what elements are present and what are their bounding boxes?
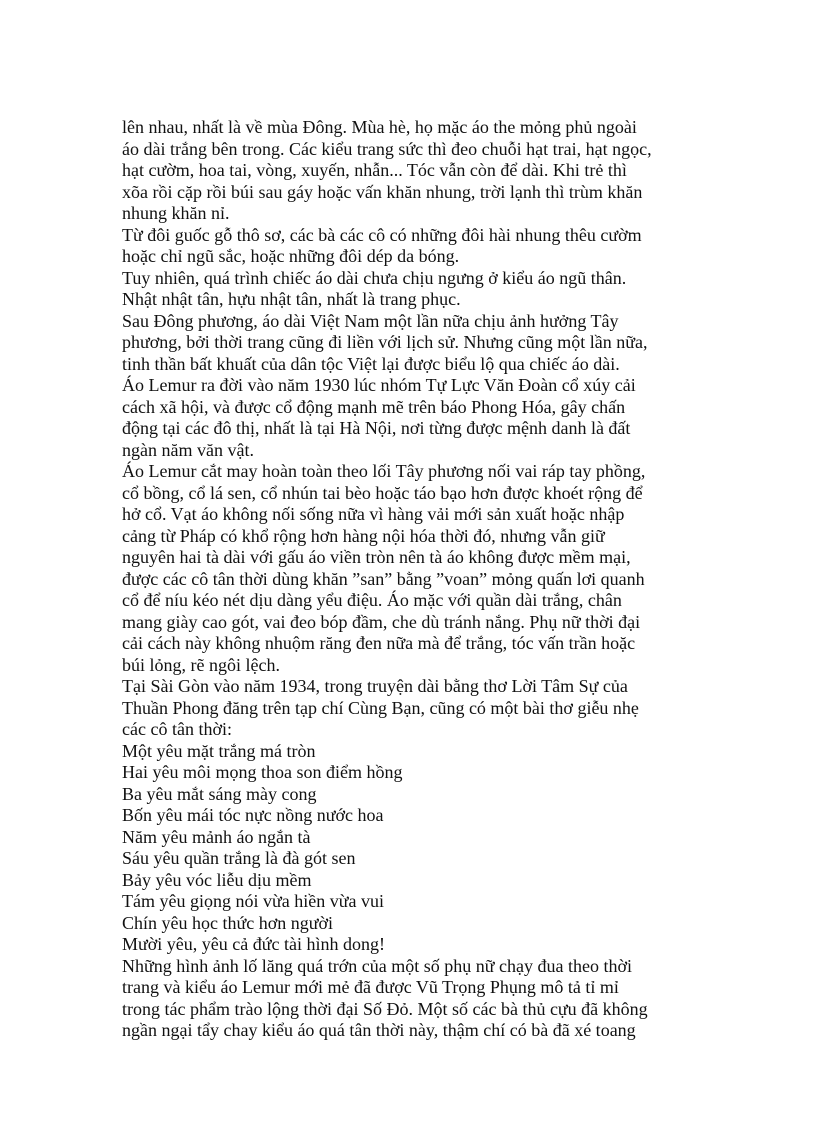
text-line: ngàn năm văn vật. <box>122 439 254 460</box>
text-line: Chín yêu học thức hơn người <box>122 912 334 933</box>
text-line: Thuần Phong đăng trên tạp chí Cùng Bạn, cũng có một bài thơ giễu nhẹ <box>122 697 639 718</box>
text-line: Tuy nhiên, quá trình chiếc áo dài chưa chịu ngưng ở kiểu áo ngũ thân. <box>122 267 627 288</box>
body-text <box>122 117 712 1042</box>
text-line: Bốn yêu mái tóc nực nồng nước hoa <box>122 805 384 825</box>
text-line: Áo Lemur ra đời vào năm 1930 lúc nhóm Tự Lực Văn Đoàn cổ xúy cải <box>122 375 636 395</box>
text-line: hạt cườm, hoa tai, vòng, xuyến, nhẫn... Tóc vẫn còn để dài. Khi trẻ thì <box>122 160 627 180</box>
text-line: các cô tân thời: <box>122 719 232 739</box>
text-line: Sáu yêu quần trắng là đà gót sen <box>122 848 356 868</box>
text-line: xõa rồi cặp rồi búi sau gáy hoặc vấn khăn nhung, trời lạnh thì trùm khăn <box>122 181 643 202</box>
text-line: nguyên hai tà dài với gấu áo viền tròn nên tà áo không được mềm mại, <box>122 547 631 567</box>
text-line: Tám yêu giọng nói vừa hiền vừa vui <box>122 891 384 911</box>
text-line: Tại Sài Gòn vào năm 1934, trong truyện dài bằng thơ Lời Tâm Sự của <box>122 676 628 696</box>
text-line: búi lỏng, rẽ ngôi lệch. <box>122 654 280 675</box>
text-line: cách xã hội, và được cổ động mạnh mẽ trên báo Phong Hóa, gây chấn <box>122 396 626 417</box>
text-line: Năm yêu mảnh áo ngắn tà <box>122 826 311 847</box>
text-line: hở cổ. Vạt áo không nối sống nữa vì hàng vải mới sản xuất hoặc nhập <box>122 504 625 524</box>
text-line: Nhật nhật tân, hựu nhật tân, nhất là trang phục. <box>122 289 461 309</box>
text-line: Áo Lemur cắt may hoàn toàn theo lối Tây phương nối vai ráp tay phồng, <box>122 461 646 481</box>
text-line: tinh thần bất khuất của dân tộc Việt lại được biểu lộ qua chiếc áo dài. <box>122 353 620 374</box>
text-line: trang và kiểu áo Lemur mới mẻ đã được Vũ Trọng Phụng mô tả tỉ mỉ <box>122 977 619 997</box>
text-line: Hai yêu môi mọng thoa son điểm hồng <box>122 762 403 782</box>
text-line: hoặc chỉ ngũ sắc, hoặc những đôi dép da bóng. <box>122 246 460 266</box>
text-line: Mười yêu, yêu cả đức tài hình dong! <box>122 934 385 954</box>
text-line: được các cô tân thời dùng khăn ”san” bằng ”voan” mỏng quấn lơi quanh <box>122 568 645 589</box>
text-line: Sau Đông phương, áo dài Việt Nam một lần nữa chịu ảnh hưởng Tây <box>122 310 619 331</box>
text-line: cải cách này không nhuộm răng đen nữa mà để trắng, tóc vấn trần hoặc <box>122 633 636 653</box>
text-line: cổ bồng, cổ lá sen, cổ nhún tai bèo hoặc táo bạo hơn được khoét rộng để <box>122 482 643 503</box>
text-line: Một yêu mặt trắng má tròn <box>122 740 316 761</box>
text-line: Ba yêu mắt sáng mày cong <box>122 783 317 804</box>
text-line: áo dài trắng bên trong. Các kiểu trang sức thì đeo chuỗi hạt trai, hạt ngọc, <box>122 138 652 159</box>
text-line: Từ đôi guốc gỗ thô sơ, các bà các cô có những đôi hài nhung thêu cườm <box>122 224 642 245</box>
text-line: Bảy yêu vóc liễu dịu mềm <box>122 869 312 890</box>
text-line: động tại các đô thị, nhất là tại Hà Nội, nơi từng được mệnh danh là đất <box>122 418 631 438</box>
text-line: cảng từ Pháp có khổ rộng hơn hàng nội hóa thời đó, nhưng vẫn giữ <box>122 525 605 546</box>
text-line: trong tác phẩm trào lộng thời đại Số Đỏ. Một số các bà thủ cựu đã không <box>122 998 648 1019</box>
text-line: phương, bởi thời trang cũng đi liền với lịch sử. Nhưng cũng một lần nữa, <box>122 332 648 352</box>
text-line: ngần ngại tẩy chay kiểu áo quá tân thời này, thậm chí có bà đã xé toang <box>122 1020 636 1040</box>
text-line: nhung khăn nỉ. <box>122 203 230 223</box>
text-line: lên nhau, nhất là về mùa Đông. Mùa hè, họ mặc áo the mỏng phủ ngoài <box>122 117 637 137</box>
text-line: cổ để níu kéo nét dịu dàng yểu điệu. Áo mặc với quần dài trắng, chân <box>122 590 622 610</box>
text-line: Những hình ảnh lố lăng quá trớn của một số phụ nữ chạy đua theo thời <box>122 955 632 976</box>
text-line: mang giày cao gót, vai đeo bóp đầm, che dù tránh nắng. Phụ nữ thời đại <box>122 611 641 632</box>
